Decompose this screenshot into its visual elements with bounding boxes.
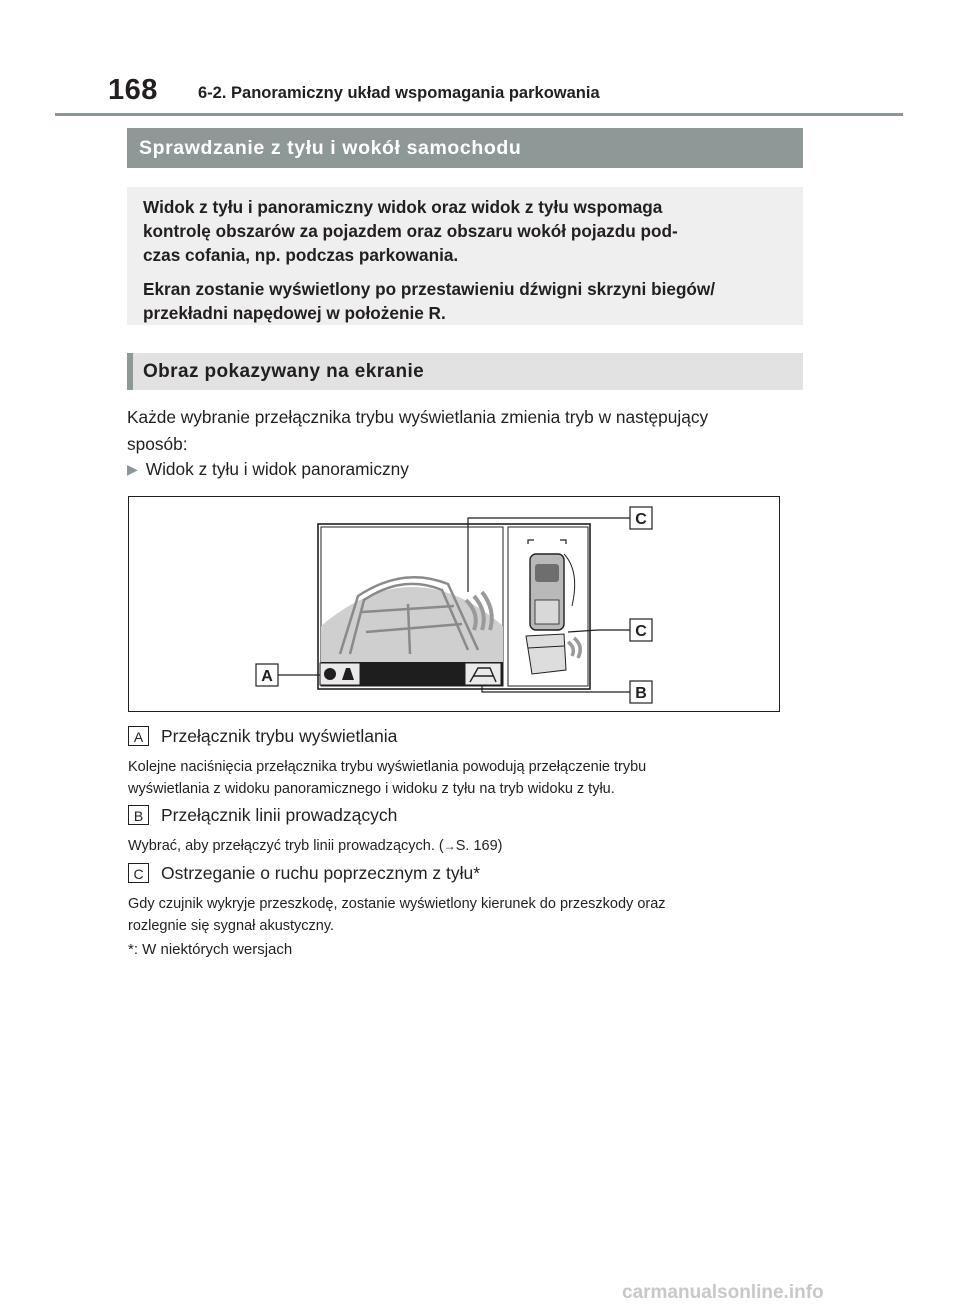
bullet-text: Widok z tyłu i widok panoramiczny [145, 459, 409, 479]
legend-desc-text: Wybrać, aby przełączyć tryb linii prowadzących. ( [128, 838, 444, 854]
legend-desc-line: rozlegnie się sygnał akustyczny. [128, 918, 335, 934]
callout-b-label: B [635, 685, 647, 702]
legend-desc-b [128, 835, 804, 857]
legend-desc-line: Kolejne naciśnięcia przełącznika trybu wyświetlania powodują przełączenie trybu [128, 759, 647, 775]
legend-desc-c [128, 893, 804, 937]
legend-desc-line: wyświetlania z widoku panoramicznego i widoku z tyłu na tryb widoku z tyłu. [128, 781, 615, 797]
section-title: Sprawdzanie z tyłu i wokół samochodu [139, 137, 522, 159]
legend-key-c: C [128, 863, 149, 883]
page-reference-link[interactable]: S. 169) [455, 838, 503, 854]
intro-paragraph-1 [143, 195, 787, 267]
legend-item-a [128, 725, 397, 747]
legend-title-c: Ostrzeganie o ruchu poprzecznym z tyłu* [161, 862, 481, 883]
intro-box [127, 187, 803, 325]
intro-line: Ekran zostanie wyświetlony po przestawieniu dźwigni skrzyni biegów/ [143, 279, 716, 299]
legend-key-a: A [128, 726, 149, 746]
intro-paragraph-2 [143, 277, 787, 325]
camera-icon [324, 668, 336, 680]
page-number: 168 [108, 74, 158, 106]
body-line: sposób: [127, 434, 188, 454]
callout-c-top-label: C [635, 511, 647, 528]
watermark: carmanualsonline.info [622, 1282, 824, 1303]
legend-title-b: Przełącznik linii prowadzących [161, 804, 398, 825]
triangle-bullet-icon: ▶ [127, 461, 138, 477]
section-title-bar [127, 128, 803, 168]
header-rule [55, 113, 903, 116]
legend-title-a: Przełącznik trybu wyświetlania [161, 725, 398, 746]
car-top-view-icon [530, 554, 564, 630]
intro-line: Widok z tyłu i panoramiczny widok oraz widok z tyłu wspomaga [143, 197, 663, 217]
legend-key-b: B [128, 805, 149, 825]
body-line: Każde wybranie przełącznika trybu wyświetlania zmienia tryb w następujący [127, 407, 709, 427]
legend-desc-a [128, 756, 804, 800]
arrow-icon: → [443, 839, 456, 853]
subsection-title-bar [127, 353, 803, 390]
legend-item-c [128, 862, 480, 884]
callout-a-label: A [261, 668, 273, 685]
display-figure [128, 496, 780, 712]
body-paragraph [127, 404, 803, 458]
intro-line: czas cofania, np. podczas parkowania. [143, 245, 459, 265]
bullet-item [127, 459, 409, 480]
footnote: *: W niektórych wersjach [128, 941, 293, 958]
legend-item-b [128, 804, 397, 826]
intro-line: kontrolę obszarów za pojazdem oraz obszaru wokół pojazdu pod- [143, 221, 678, 241]
running-header: 6-2. Panoramiczny układ wspomagania parkowania [198, 84, 600, 102]
callout-c-mid-label: C [635, 623, 647, 640]
legend-desc-line: Gdy czujnik wykryje przeszkodę, zostanie wyświetlony kierunek do przeszkody oraz [128, 896, 666, 912]
intro-line: przekładni napędowej w położenie R. [143, 303, 446, 323]
subsection-title: Obraz pokazywany na ekranie [143, 361, 425, 382]
rear-zone-guides [526, 634, 566, 674]
